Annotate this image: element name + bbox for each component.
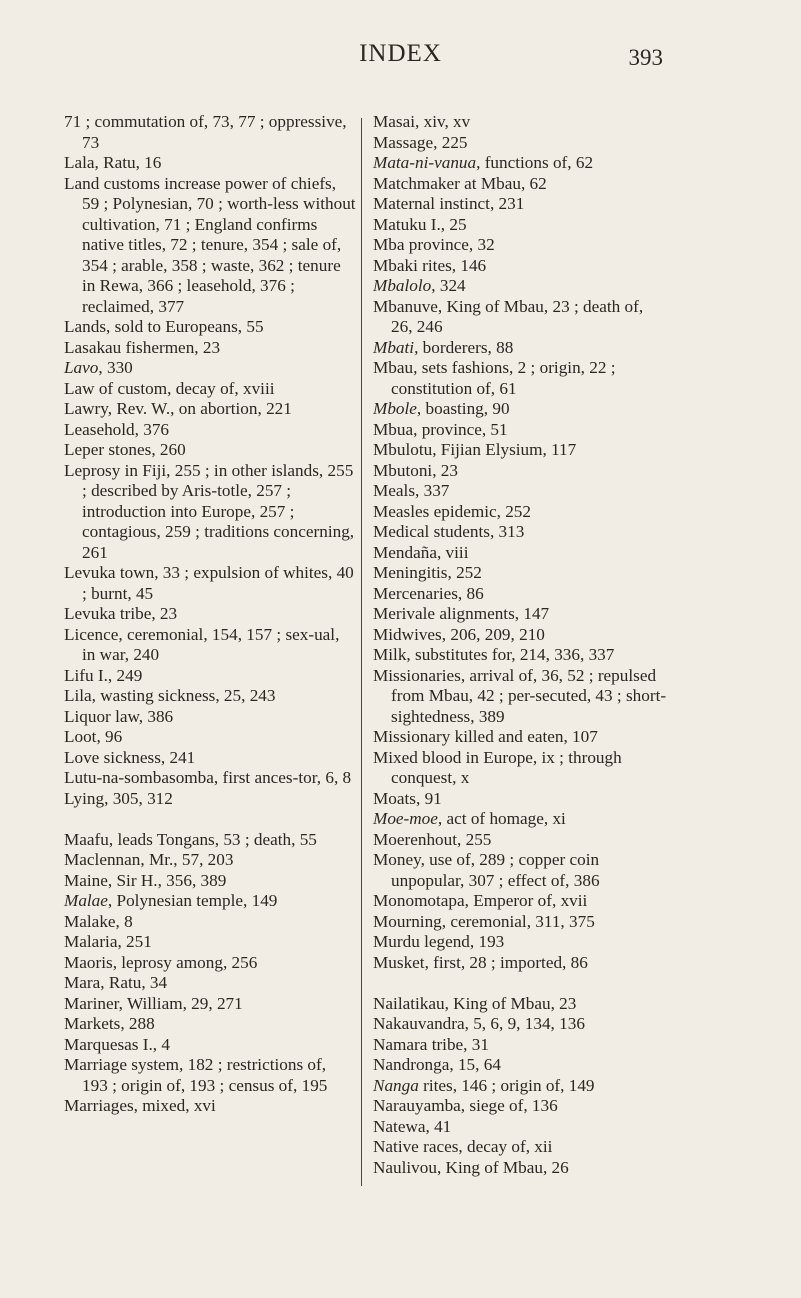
index-entry-text: Maternal instinct, 231 — [373, 194, 525, 213]
index-entry — [373, 276, 668, 297]
index-column-right — [373, 112, 668, 1178]
index-entry — [373, 789, 668, 810]
index-entry-text: Moerenhout, 255 — [373, 829, 492, 849]
index-entry — [373, 584, 668, 605]
index-entry — [373, 461, 668, 482]
index-entry-text: Milk, substitutes for, 214, 336, 337 — [373, 645, 615, 664]
index-entry-text: Land customs increase power of chiefs, 59 ; Polynesian, 70 ; worth-less without cultivation, 71 ; England confirms native titles, 72 ; tenure, 354 ; sale of, 354 ; arable, 358 ; waste, 362 ; tenure in Rewa, 366 ; leasehold, 376 ; reclaimed, 377 — [64, 173, 356, 316]
index-entry-text: 71 ; commutation of, 73, 77 ; oppressive, 73 — [64, 112, 347, 152]
index-entry — [373, 256, 668, 277]
index-entry — [373, 891, 668, 912]
page-header — [0, 40, 801, 80]
index-entry-text: Mba province, 32 — [373, 235, 495, 254]
index-entry — [64, 871, 356, 892]
index-entry — [373, 358, 668, 399]
index-entry — [64, 563, 356, 604]
index-entry-text: Mourning, ceremonial, 311, 375 — [373, 911, 595, 931]
index-entry — [64, 932, 356, 953]
index-entry — [373, 830, 668, 851]
index-entry-text: Mara, Ratu, 34 — [64, 973, 168, 992]
index-entry — [373, 932, 668, 953]
index-term: Mata-ni-vanua — [373, 153, 477, 172]
index-entry-text: Mendaña, viii — [373, 542, 469, 562]
index-entry — [64, 358, 356, 379]
index-entry — [64, 707, 356, 728]
index-entry-text: Marriage system, 182 ; restrictions of, 193 ; origin of, 193 ; census of, 195 — [64, 1055, 328, 1095]
index-entry — [64, 891, 356, 912]
index-entry-text: Massage, 225 — [373, 132, 468, 152]
index-entry-text: Markets, 288 — [64, 1014, 155, 1033]
index-entry — [64, 748, 356, 769]
index-term: Moe-moe — [373, 809, 438, 828]
index-term: Nanga — [373, 1075, 419, 1095]
index-entry — [373, 809, 668, 830]
index-entry — [373, 338, 668, 359]
index-entry — [64, 994, 356, 1015]
index-entry — [373, 502, 668, 523]
index-entry — [64, 912, 356, 933]
index-entry-text: , functions of, 62 — [476, 153, 594, 172]
index-entry-text: Marquesas I., 4 — [64, 1034, 170, 1054]
index-entry — [373, 912, 668, 933]
index-entry — [64, 1096, 356, 1117]
index-entry-text: Natewa, 41 — [373, 1116, 452, 1136]
index-entry — [373, 440, 668, 461]
index-entry — [64, 727, 356, 748]
index-entry-text: Namara tribe, 31 — [373, 1034, 489, 1054]
index-entry — [64, 440, 356, 461]
index-term: Mbole — [373, 399, 417, 418]
index-entry-text: Law of custom, decay of, xviii — [64, 378, 275, 398]
index-entry-text: Merivale alignments, 147 — [373, 604, 550, 623]
index-entry — [64, 420, 356, 441]
index-term: Lavo — [64, 358, 99, 377]
index-term: Mbalolo — [373, 276, 432, 295]
index-entry-text: Moats, 91 — [373, 788, 442, 808]
index-entry-text: Missionaries, arrival of, 36, 52 ; repulsed from Mbau, 42 ; per-secuted, 43 ; short-sightedness, 389 — [373, 665, 667, 726]
index-entry — [373, 399, 668, 420]
index-entry — [373, 420, 668, 441]
index-entry-text: Lasakau fishermen, 23 — [64, 337, 221, 357]
index-entry-text: Mbutoni, 23 — [373, 460, 458, 480]
index-entry-text: Narauyamba, siege of, 136 — [373, 1096, 558, 1115]
index-entry — [373, 563, 668, 584]
index-entry — [373, 112, 668, 133]
index-entry-text: Mbanuve, King of Mbau, 23 ; death of, 26, 246 — [373, 296, 644, 336]
index-entry-text: Loot, 96 — [64, 727, 123, 746]
index-entry-text: Liquor law, 386 — [64, 706, 174, 726]
index-entry-text: Midwives, 206, 209, 210 — [373, 624, 545, 644]
index-entry — [64, 768, 356, 789]
index-entry-text: Mariner, William, 29, 271 — [64, 993, 243, 1013]
index-entry — [373, 153, 668, 174]
index-entry — [373, 625, 668, 646]
index-entry-text: Native races, decay of, xii — [373, 1137, 553, 1156]
index-entry-text: Leasehold, 376 — [64, 419, 170, 439]
index-entry-text: Murdu legend, 193 — [373, 932, 505, 951]
index-entry — [64, 789, 356, 810]
index-entry — [373, 215, 668, 236]
index-entry — [373, 953, 668, 974]
index-entry — [373, 133, 668, 154]
index-entry — [64, 953, 356, 974]
index-entry-text: Leper stones, 260 — [64, 440, 186, 459]
index-column-left — [64, 112, 356, 1117]
index-entry-text: , boasting, 90 — [416, 399, 510, 418]
index-entry — [64, 850, 356, 871]
index-entry-text: Lying, 305, 312 — [64, 788, 173, 808]
index-entry-text: Mbaki rites, 146 — [373, 255, 487, 275]
index-entry-text: Matuku I., 25 — [373, 214, 467, 234]
index-entry — [64, 399, 356, 420]
index-entry — [373, 543, 668, 564]
index-entry — [64, 666, 356, 687]
index-entry-text: Marriages, mixed, xvi — [64, 1096, 216, 1115]
index-entry — [373, 850, 668, 891]
index-entry — [373, 1076, 668, 1097]
index-entry — [373, 748, 668, 789]
index-entry-text: Maafu, leads Tongans, 53 ; death, 55 — [64, 829, 317, 849]
index-entry-text: , borderers, 88 — [414, 337, 514, 357]
index-entry-text: , act of homage, xi — [437, 809, 566, 828]
index-entry-text: Lila, wasting sickness, 25, 243 — [64, 686, 276, 705]
index-entry — [64, 174, 356, 318]
index-entry — [373, 1014, 668, 1035]
index-entry — [373, 481, 668, 502]
index-entry-text: Monomotapa, Emperor of, xvii — [373, 891, 588, 910]
index-entry — [64, 153, 356, 174]
index-entry — [373, 727, 668, 748]
index-entry-text: Mercenaries, 86 — [373, 583, 484, 603]
index-entry-text: Matchmaker at Mbau, 62 — [373, 173, 547, 193]
index-entry-text: Medical students, 313 — [373, 522, 525, 541]
index-entry-text: Nandronga, 15, 64 — [373, 1055, 501, 1074]
index-entry — [373, 994, 668, 1015]
index-entry — [373, 297, 668, 338]
index-entry — [373, 174, 668, 195]
index-entry — [64, 686, 356, 707]
index-entry-text: Levuka tribe, 23 — [64, 604, 178, 623]
index-entry — [64, 461, 356, 564]
index-entry-text: Naulivou, King of Mbau, 26 — [373, 1157, 569, 1177]
index-entry — [373, 1137, 668, 1158]
index-entry-text: Nakauvandra, 5, 6, 9, 134, 136 — [373, 1014, 585, 1033]
page-title: INDEX — [359, 40, 442, 67]
index-entry-text: Leprosy in Fiji, 255 ; in other islands, 255 ; described by Aris-totle, 257 ; introduction into Europe, 257 ; contagious, 259 ; traditions concerning, 261 — [64, 460, 355, 562]
index-entry — [373, 194, 668, 215]
index-entry — [64, 317, 356, 338]
index-entry — [64, 625, 356, 666]
index-entry-text: Masai, xiv, xv — [373, 112, 471, 131]
index-term: Malae — [64, 891, 108, 910]
index-entry — [373, 1096, 668, 1117]
index-entry — [373, 1055, 668, 1076]
index-entry-text: Maclennan, Mr., 57, 203 — [64, 850, 234, 869]
index-entry-text: rites, 146 ; origin of, 149 — [418, 1075, 595, 1095]
index-entry — [64, 1055, 356, 1096]
index-entry-text: Missionary killed and eaten, 107 — [373, 727, 598, 746]
index-entry-text: Nailatikau, King of Mbau, 23 — [373, 993, 577, 1013]
index-entry-text: , 324 — [431, 276, 466, 295]
index-entry-text: Lawry, Rev. W., on abortion, 221 — [64, 399, 292, 418]
index-entry-text: Lands, sold to Europeans, 55 — [64, 317, 264, 336]
index-entry — [373, 1117, 668, 1138]
index-entry-text: Malake, 8 — [64, 911, 133, 931]
index-entry-text: Mbua, province, 51 — [373, 419, 508, 439]
index-entry-text: Levuka town, 33 ; expulsion of whites, 40 ; burnt, 45 — [64, 563, 354, 603]
index-entry-text: Lala, Ratu, 16 — [64, 153, 162, 172]
index-entry — [373, 1035, 668, 1056]
index-entry — [373, 522, 668, 543]
index-entry-text: Musket, first, 28 ; imported, 86 — [373, 952, 588, 972]
index-entry-text: Mbau, sets fashions, 2 ; origin, 22 ; constitution of, 61 — [373, 358, 616, 398]
index-entry-text: Licence, ceremonial, 154, 157 ; sex-ual, in war, 240 — [64, 624, 340, 664]
index-entry-text: Meningitis, 252 — [373, 563, 482, 582]
index-entry — [373, 604, 668, 625]
index-entry — [64, 112, 356, 153]
index-entry-text: , 330 — [98, 358, 133, 377]
index-entry-text: Maine, Sir H., 356, 389 — [64, 870, 227, 890]
index-entry — [64, 604, 356, 625]
index-entry — [64, 973, 356, 994]
index-entry — [373, 645, 668, 666]
index-entry-text: Mixed blood in Europe, ix ; through conquest, x — [373, 747, 622, 787]
index-entry — [64, 1035, 356, 1056]
index-entry — [373, 1158, 668, 1179]
index-entry-text: Lifu I., 249 — [64, 665, 143, 685]
page-number: 393 — [628, 45, 663, 70]
index-entry-text: Lutu-na-sombasomba, first ances-tor, 6, 8 — [64, 768, 352, 787]
index-entry — [64, 830, 356, 851]
index-entry — [373, 235, 668, 256]
column-divider — [361, 118, 362, 1186]
index-entry — [64, 338, 356, 359]
index-term: Mbati — [373, 337, 415, 357]
index-entry-text: Mbulotu, Fijian Elysium, 117 — [373, 440, 577, 459]
index-entry-text: , Polynesian temple, 149 — [107, 891, 278, 910]
index-entry-text: Measles epidemic, 252 — [373, 501, 531, 521]
index-entry-text: Love sickness, 241 — [64, 747, 196, 767]
index-entry-text: Meals, 337 — [373, 481, 450, 500]
index-entry — [64, 1014, 356, 1035]
index-entry-text: Maoris, leprosy among, 256 — [64, 952, 258, 972]
index-entry — [64, 379, 356, 400]
index-entry — [373, 666, 668, 728]
index-entry-text: Malaria, 251 — [64, 932, 152, 951]
index-entry-text: Money, use of, 289 ; copper coin unpopular, 307 ; effect of, 386 — [373, 850, 600, 890]
